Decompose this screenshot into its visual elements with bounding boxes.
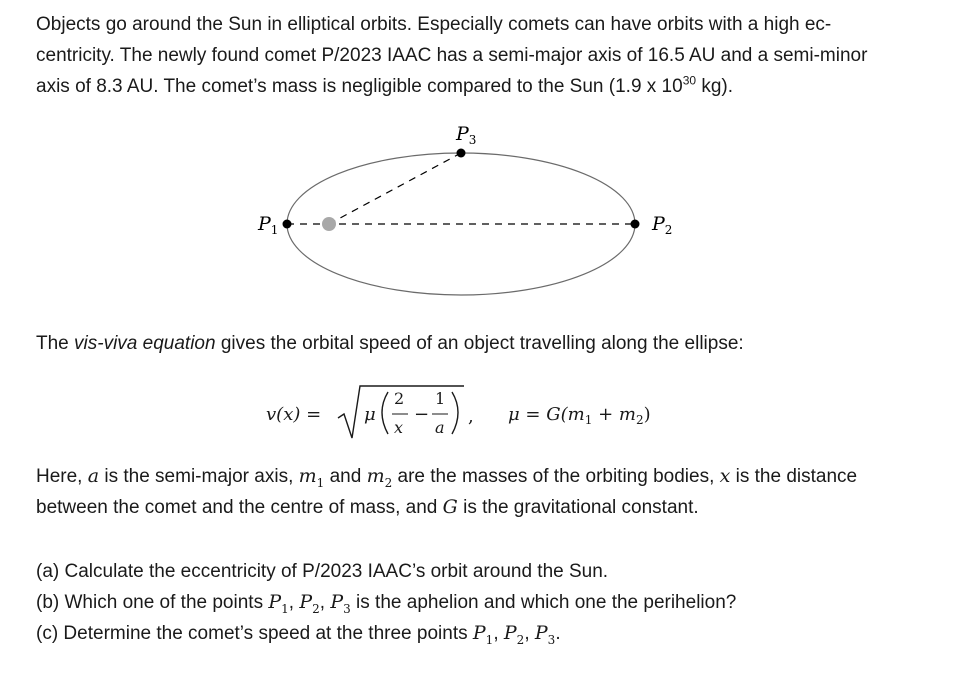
symbol-m1: $m_1$ (298, 465, 325, 490)
qc-p2: $P_2$ (503, 622, 525, 647)
equation-comma: , (468, 406, 474, 427)
focus-to-p3-dashed-line (329, 153, 461, 224)
label-p2: $P_2$ (652, 213, 673, 237)
intro-line-3-text: axis of 8.3 AU. The comet’s mass is negligible compared to the Sun (1.9 x 10 (36, 76, 683, 97)
focus-sun-point (322, 217, 336, 231)
vis-viva-prefix: The (36, 333, 75, 354)
equation-lhs: v(x) = (266, 404, 322, 425)
question-a: (a) Calculate the eccentricity of P/2023 IAAC’s orbit around the Sun. (36, 561, 609, 582)
rhs-sub-2: 2 (635, 413, 644, 427)
symbol-m2: $m_2$ (366, 465, 393, 490)
point-p3 (457, 149, 466, 158)
question-b: (b) Which one of the points $P_1$, $P_2$, $P_3$ is the aphelion and which one the perihelion? (36, 591, 737, 616)
sun-mass-exponent: 30 (682, 73, 697, 88)
fraction-1-numerator: 2 (394, 389, 405, 408)
intro-line-1: Objects go around the Sun in elliptical orbits. Especially comets can have orbits with a high ec- (36, 14, 832, 35)
qc-p3: $P_3$ (534, 622, 556, 647)
rhs-sub-1: 1 (584, 413, 593, 427)
explanation-line-1: Here, a is the semi-major axis, $m_1$ and $m_2$ are the masses of the orbiting bodies, x is the distance (36, 465, 858, 490)
point-p1 (283, 220, 292, 229)
equation-rhs: $\mu = G(m_1 + m_2)$ (508, 404, 651, 427)
symbol-G: G (442, 496, 458, 518)
explanation-paragraph (36, 461, 916, 523)
intro-paragraph (36, 9, 916, 102)
vis-viva-sentence (36, 328, 916, 359)
right-paren (452, 392, 458, 434)
label-p3: $P_3$ (456, 123, 477, 147)
intro-line-3 (36, 71, 916, 102)
explanation-line-2: between the comet and the centre of mass, and G is the gravitational constant. (36, 496, 699, 518)
orbit-diagram (240, 118, 710, 308)
intro-line-3-end: kg). (696, 76, 734, 97)
fraction-2-numerator: 1 (435, 389, 446, 408)
point-p2 (631, 220, 640, 229)
vis-viva-equation (260, 378, 700, 448)
symbol-a: a (87, 465, 100, 487)
label-p3-sub: 3 (468, 133, 477, 147)
label-p2-sub: 2 (664, 223, 673, 237)
qb-p2: $P_2$ (299, 591, 320, 616)
label-p1: $P_1$ (258, 213, 279, 237)
left-paren (382, 392, 388, 434)
qb-p3: $P_3$ (330, 591, 351, 616)
intro-line-2: centricity. The newly found comet P/2023 IAAC has a semi-major axis of 16.5 AU and a semi-minor (36, 45, 868, 66)
vis-viva-suffix: gives the orbital speed of an object travelling along the ellipse: (215, 333, 744, 354)
symbol-x: x (719, 465, 731, 487)
qb-p1: $P_1$ (268, 591, 289, 616)
qc-p1: $P_1$ (472, 622, 494, 647)
vis-viva-term: vis-viva equation (74, 333, 216, 354)
question-list (36, 556, 916, 649)
equation-minus: − (414, 404, 430, 425)
fraction-2-denominator: a (435, 418, 445, 437)
equation-mu: μ (364, 404, 376, 425)
label-p1-sub: 1 (270, 223, 279, 237)
fraction-1-denominator: x (394, 418, 404, 437)
question-c: (c) Determine the comet’s speed at the three points $P_1$, $P_2$, $P_3$. (36, 622, 561, 647)
